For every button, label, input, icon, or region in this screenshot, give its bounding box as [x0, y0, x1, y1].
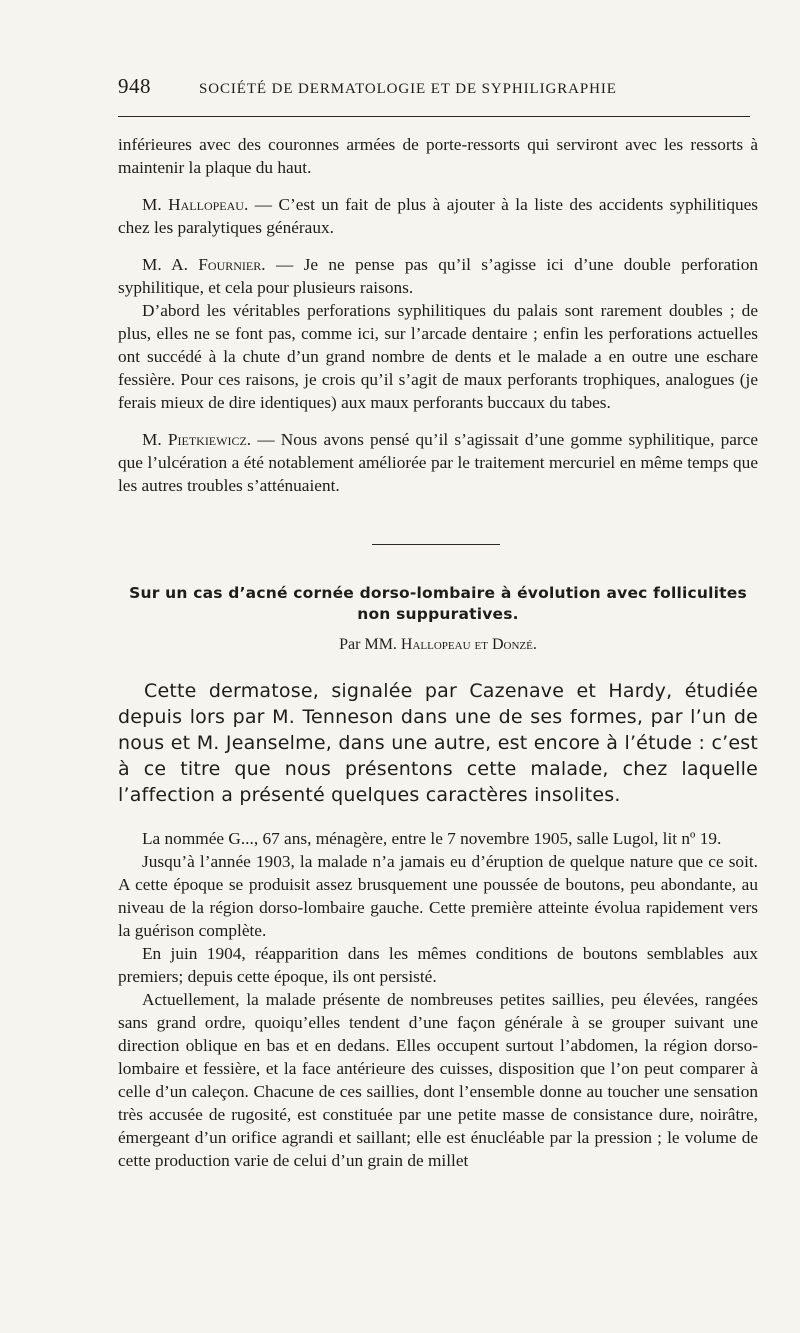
speaker-name: M. A. Fournier.: [142, 255, 266, 274]
case-paragraph: Jusqu’à l’année 1903, la malade n’a jamais eu d’éruption de quelque nature que ce soit. A cette époque se produisit assez brusquement une poussée de boutons, peu abondante, au niveau de la région dorso-lombaire gauche. Cette première atteinte évolua rapidement vers la guérison complète.: [118, 852, 758, 940]
header-rule: [118, 116, 750, 117]
speaker-name: M. Pietkiewicz.: [142, 430, 252, 449]
fournier-remark: [118, 253, 758, 299]
running-title: SOCIÉTÉ DE DERMATOLOGIE ET DE SYPHILIGRAPHIE: [199, 81, 617, 97]
case-report: [118, 827, 758, 1172]
remark-text: — Je ne pense pas qu’il s’agisse ici d’une double perforation syphilitique, et cela pour plusieurs raisons.: [118, 255, 759, 297]
pietkiewicz-remark: [118, 428, 758, 497]
case-paragraph: En juin 1904, réapparition dans les mêmes conditions de boutons semblables aux premiers; depuis cette époque, ils ont persisté.: [118, 944, 758, 986]
remark-text: — C’est un fait de plus à ajouter à la liste des accidents syphilitiques chez les paralytiques généraux.: [118, 195, 758, 237]
lead-paragraph: [118, 678, 758, 808]
fournier-remark-continued: D’abord les véritables perforations syphilitiques du palais sont rarement doubles ; de plus, elles ne se font pas, comme ici, sur l’arcade dentaire ; enfin les perforations actuelles ont succédé à la chute d’un grand nombre de dents et le malade a en outre une eschare fessière. Pour ces raisons, je crois qu’il s’agit de maux perforants trophiques, analogues (je ferais mieux de dire identiques) aux maux perforants buccaux du tabes.: [118, 301, 758, 412]
page-number: 948: [118, 74, 151, 98]
remark-text: — Nous avons pensé qu’il s’agissait d’une gomme syphilitique, parce que l’ulcération a été notablement améliorée par le traitement mercuriel en même temps que les autres troubles s’atténuaient.: [118, 430, 758, 495]
speaker-name: M. Hallopeau.: [142, 195, 249, 214]
page-header: [118, 74, 748, 108]
lead-text: Cette dermatose, signalée par Cazenave et Hardy, étudiée depuis lors par M. Tenneson dans une de ses formes, par l’un de nous et M. Jeanselme, dans une autre, est encore à l’étude : c’est à ce titre que nous présentons cette malade, chez laquelle l’affection a présenté quelques caractères insolites.: [118, 680, 758, 806]
section-divider: [372, 544, 500, 545]
discussion-section: [118, 133, 758, 497]
case-paragraph: La nommée G..., 67 ans, ménagère, entre le 7 novembre 1905, salle Lugol, lit nº 19.: [142, 829, 722, 848]
continuation-paragraph: inférieures avec des couronnes armées de porte-ressorts qui serviront avec les ressorts à maintenir la plaque du haut.: [118, 135, 758, 177]
case-paragraph: Actuellement, la malade présente de nombreuses petites saillies, peu élevées, rangées sans grand ordre, quoiqu’elles tendent d’une façon générale à se grouper suivant une direction oblique en bas et en dedans. Elles occupent surtout l’abdomen, la région dorso-lombaire et fessière, et la face antérieure des cuisses, disposition que l’on peut comparer à celle d’un caleçon. Chacune de ces saillies, dont l’ensemble donne au toucher une sensation très accusée de rugosité, est constituée par une petite masse de consistance dure, noirâtre, émergeant d’un orifice agrandi et saillant; elle est énucléable par la pression ; le volume de cette production varie de celui d’un grain de millet: [118, 990, 758, 1170]
byline-authors: Hallopeau et Donzé.: [400, 636, 537, 653]
hallopeau-remark: [118, 193, 758, 239]
article-byline: [118, 636, 758, 654]
byline-prefix: Par MM.: [339, 636, 401, 653]
article-title: Sur un cas d’acné cornée dorso-lombaire à évolution avec folliculites non suppuratives.: [129, 584, 747, 623]
